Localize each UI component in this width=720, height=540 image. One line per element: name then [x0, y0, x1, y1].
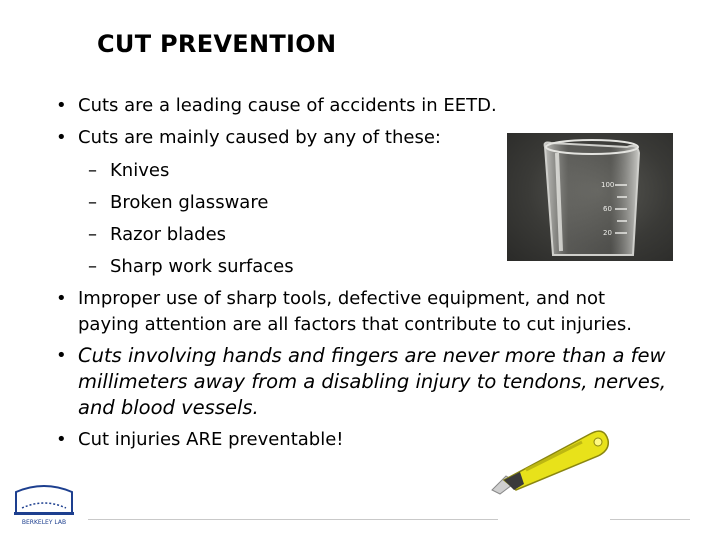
bullet-1: [56, 94, 497, 118]
footer-divider-right: [610, 519, 690, 520]
sub-item-text: Razor blades: [110, 224, 227, 245]
dash-glyph: –: [88, 160, 97, 181]
bullet-2: [56, 126, 441, 150]
sub-item-text: Broken glassware: [110, 192, 269, 213]
bullet-4-text-cont: and blood vessels.: [78, 396, 259, 419]
svg-text:60: 60: [603, 205, 612, 213]
beaker-photo: [507, 133, 673, 261]
bullet-3-text-cont: paying attention are all factors that contribute to cut injuries.: [78, 314, 632, 335]
bullet-4-continued-1: [78, 369, 666, 395]
utility-knife-image: [486, 406, 616, 496]
footer-divider-left: [88, 519, 498, 520]
bullet-glyph: •: [56, 95, 67, 116]
sub-item-sharp-surfaces: [88, 255, 294, 279]
bullet-glyph: •: [56, 288, 67, 309]
svg-text:20: 20: [603, 229, 612, 237]
logo-text: BERKELEY LAB: [21, 519, 67, 526]
bullet-2-text: Cuts are mainly caused by any of these:: [78, 127, 441, 148]
bullet-4-continued-2: [78, 395, 259, 421]
slide-title: CUT PREVENTION: [97, 30, 337, 58]
sub-item-razor-blades: [88, 223, 227, 247]
bullet-3-text: Improper use of sharp tools, defective equipment, and not: [78, 288, 606, 309]
berkeley-lab-logo: [10, 478, 78, 530]
bullet-4: [56, 343, 666, 369]
dash-glyph: –: [88, 224, 97, 245]
svg-text:100: 100: [601, 181, 615, 189]
sub-item-glassware: [88, 191, 269, 215]
bullet-3-continued: [78, 313, 632, 337]
bullet-glyph: •: [56, 127, 67, 148]
sub-item-text: Sharp work surfaces: [110, 256, 294, 277]
sub-item-knives: [88, 159, 170, 183]
bullet-4-text-cont: millimeters away from a disabling injury to tendons, nerves,: [78, 370, 667, 393]
beaker-graphic: [507, 133, 673, 261]
bullet-5-text: Cut injuries ARE preventable!: [78, 429, 344, 450]
bullet-glyph: •: [56, 345, 67, 366]
logo-graphic: [10, 478, 78, 530]
bullet-4-text: Cuts involving hands and fingers are never more than a few: [78, 344, 666, 367]
bullet-glyph: •: [56, 429, 67, 450]
bullet-3: [56, 287, 606, 311]
sub-item-text: Knives: [110, 160, 170, 181]
dash-glyph: –: [88, 192, 97, 213]
bullet-1-text: Cuts are a leading cause of accidents in EETD.: [78, 95, 497, 116]
bullet-5: [56, 428, 344, 452]
dash-glyph: –: [88, 256, 97, 277]
